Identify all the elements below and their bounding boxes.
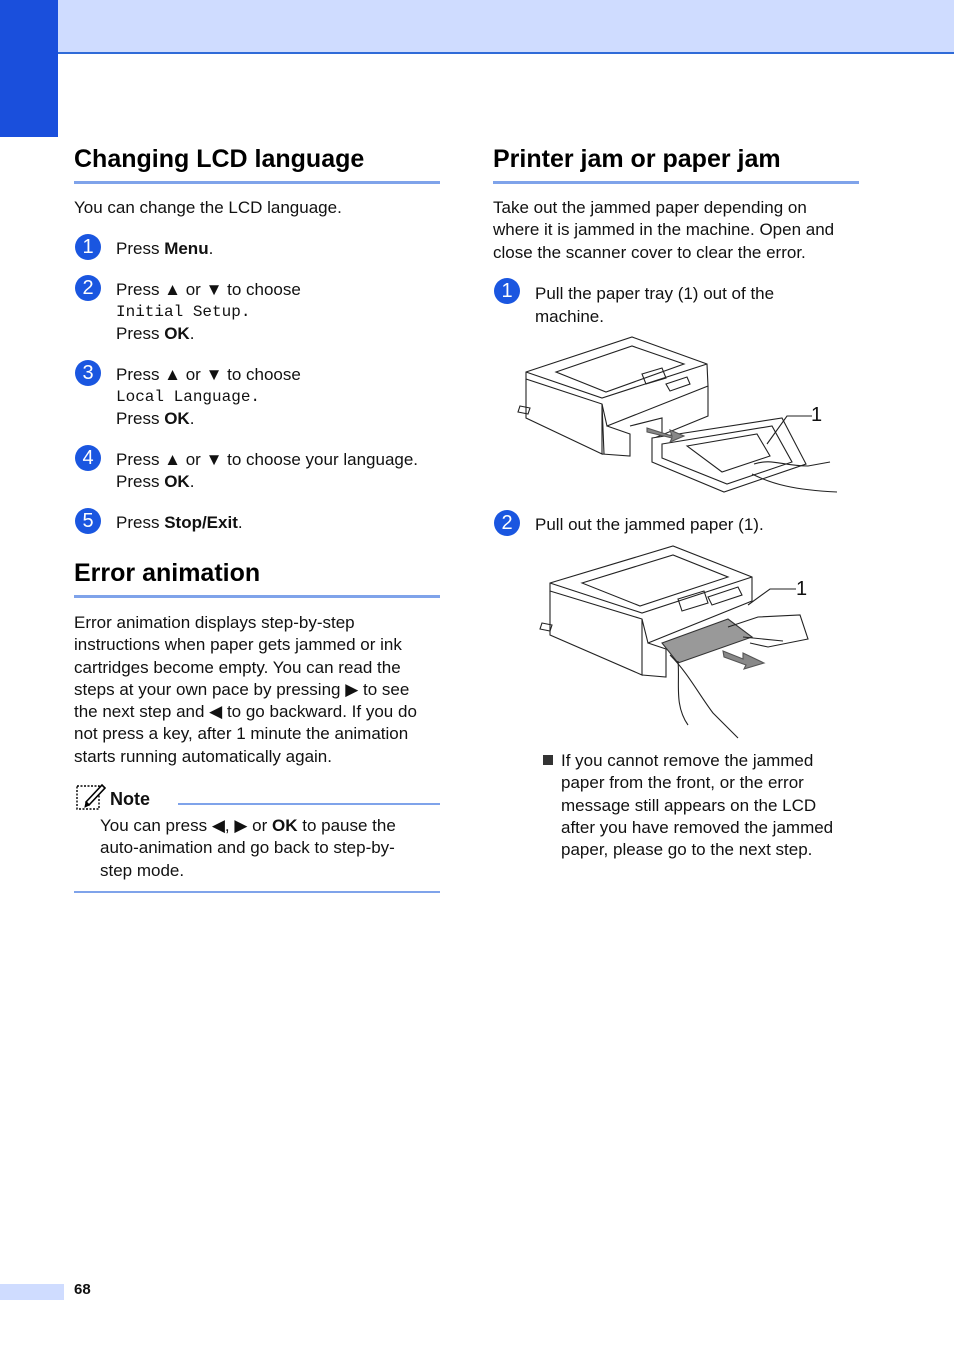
lcd-menu-item: Local Language. <box>116 388 261 406</box>
section-body <box>74 612 446 768</box>
bullet-marker <box>543 755 553 765</box>
step-text-part: . <box>189 472 195 491</box>
step-number-badge: 2 <box>494 510 520 536</box>
page-number: 68 <box>74 1281 91 1298</box>
step-line: machine. <box>535 307 604 326</box>
step-line: Press ▲ or ▼ to choose your language. <box>116 450 419 469</box>
section-title-paper-jam: Printer jam or paper jam <box>493 145 781 173</box>
step-text <box>116 364 301 430</box>
step-text-part: . <box>237 513 243 532</box>
body-line: steps at your own pace by pressing ▶ to see <box>74 679 410 699</box>
note-rule-bottom <box>74 891 440 893</box>
chapter-tab <box>0 0 58 137</box>
section-rule <box>74 595 440 598</box>
note-label: Note <box>110 789 150 809</box>
callout-number: 1 <box>811 404 823 426</box>
step-text <box>116 512 243 534</box>
body-line: close the scanner cover to clear the error. <box>493 242 806 262</box>
note-text-part: to pause the <box>297 816 396 835</box>
body-line: Error animation displays step-by-step <box>74 613 355 632</box>
step-line: Pull the paper tray (1) out of the <box>535 284 775 303</box>
jammed-paper-illustration <box>538 543 818 743</box>
key-name: OK <box>272 816 298 835</box>
lcd-menu-item: Initial Setup. <box>116 303 251 321</box>
note-icon <box>76 782 106 810</box>
body-line: the next step and ◀ to go backward. If you do <box>74 702 417 722</box>
bullet-line: message still appears on the LCD <box>561 795 817 815</box>
step-number-badge: 1 <box>75 234 101 260</box>
body-line: instructions when paper gets jammed or ink <box>74 635 402 655</box>
step-text <box>116 449 418 493</box>
header-band <box>58 0 954 54</box>
step-text-part: . <box>189 409 195 428</box>
step-line <box>116 323 301 345</box>
bullet-line: paper, please go to the next step. <box>561 840 813 860</box>
step-number-badge: 1 <box>494 278 520 304</box>
step-text-part: . <box>208 239 214 258</box>
body-line: not press a key, after 1 minute the animation <box>74 724 409 744</box>
callout-number: 1 <box>796 578 808 600</box>
step-number-badge: 3 <box>75 360 101 386</box>
bullet-line: after you have removed the jammed <box>561 817 834 837</box>
key-name: Menu <box>164 239 209 258</box>
key-name: OK <box>164 409 190 428</box>
note-body <box>100 815 396 882</box>
section-title-lcd-language: Changing LCD language <box>74 145 365 173</box>
section-intro: You can change the LCD language. <box>74 198 342 217</box>
note-text-part: You can press ◀, ▶ or <box>100 816 272 835</box>
body-line: starts running automatically again. <box>74 746 332 766</box>
note-line <box>100 815 396 837</box>
step-line: Press ▲ or ▼ to choose <box>116 280 301 299</box>
footer-band <box>0 1284 64 1300</box>
step-text-part: Press <box>116 409 165 428</box>
note-line: auto-animation and go back to step-by- <box>100 838 395 858</box>
step-line <box>116 471 418 493</box>
step-text: Pull out the jammed paper (1). <box>535 515 764 534</box>
key-name: OK <box>164 324 190 343</box>
body-line: Take out the jammed paper depending on <box>493 198 807 217</box>
bullet-line: If you cannot remove the jammed <box>561 751 814 770</box>
step-number-badge: 4 <box>75 445 101 471</box>
printer-tray-illustration <box>512 334 842 494</box>
step-text-part: Press <box>116 513 165 532</box>
step-number-badge: 5 <box>75 508 101 534</box>
section-rule <box>493 181 859 184</box>
section-intro <box>493 197 834 264</box>
step-text-part: Press <box>116 472 165 491</box>
step-text-part: . <box>189 324 195 343</box>
note-rule-top <box>178 803 440 805</box>
bullet-line: paper from the front, or the error <box>561 773 804 793</box>
key-name: Stop/Exit <box>164 513 238 532</box>
step-text <box>535 282 774 328</box>
bullet-text <box>561 750 833 861</box>
section-title-error-animation: Error animation <box>74 559 261 587</box>
body-line: where it is jammed in the machine. Open and <box>493 220 835 240</box>
section-rule <box>74 181 440 184</box>
step-number-badge: 2 <box>75 275 101 301</box>
note-line: step mode. <box>100 860 185 880</box>
body-line: cartridges become empty. You can read the <box>74 657 401 677</box>
step-line <box>116 408 301 430</box>
step-text <box>116 279 301 345</box>
step-text-part: Press <box>116 239 165 258</box>
key-name: OK <box>164 472 190 491</box>
step-text <box>116 238 213 260</box>
step-line: Press ▲ or ▼ to choose <box>116 365 301 384</box>
step-text-part: Press <box>116 324 165 343</box>
